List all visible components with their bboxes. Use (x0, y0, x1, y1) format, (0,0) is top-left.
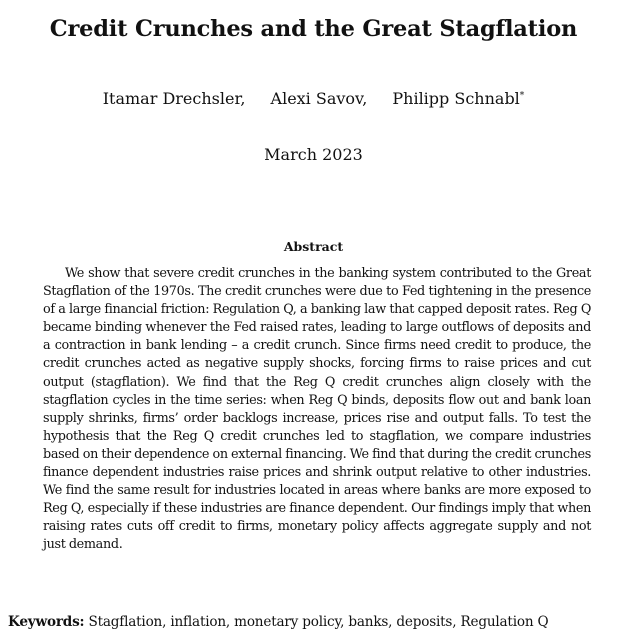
abstract-heading: Abstract (283, 239, 344, 254)
author-1: Itamar Drechsler, (102, 89, 246, 108)
keywords-label: Keywords: (8, 614, 85, 630)
publication-date: March 2023 (264, 145, 363, 164)
author-footnote-mark[interactable]: * (519, 91, 525, 101)
keywords-text: Stagflation, inflation, monetary policy, banks, deposits, Regulation Q (88, 614, 549, 630)
paper-title: Credit Crunches and the Great Stagflation (49, 16, 578, 42)
author-list (0, 89, 627, 108)
keywords-line (8, 614, 620, 630)
abstract-body: We show that severe credit crunches in the banking system contributed to the Great Stagflation of the 1970s. The credit crunches were due to Fed tightening in the presence of a large financial friction: Regulation Q, a banking law that capped deposit rates. Reg Q became binding whenever the Fed raised rates, leading to large outflows of deposits and a contraction in bank lending – a credit crunch. Since firms need credit to produce, the credit crunches acted as negative supply shocks, forcing firms to raise prices and cut output (stagflation). We find that the Reg Q credit crunches align closely with the stagflation cycles in the time series: when Reg Q binds, deposits flow out and bank loan supply shrinks, firms’ order backlogs increase, prices rise and output falls. To test the hypothesis that the Reg Q credit crunches led to stagflation, we compare industries based on their dependence on external financing. We find that during the credit crunches finance dependent industries raise prices and shrink output relative to other industries. We find the same result for industries located in areas where banks are more exposed to Reg Q, especially if these industries are finance dependent. Our findings imply that when raising rates cuts off credit to firms, monetary policy affects aggregate supply and not just demand. (43, 266, 591, 553)
author-3-name: Philipp Schnabl (392, 89, 520, 108)
author-3 (392, 89, 524, 108)
author-2: Alexi Savov, (270, 89, 368, 108)
